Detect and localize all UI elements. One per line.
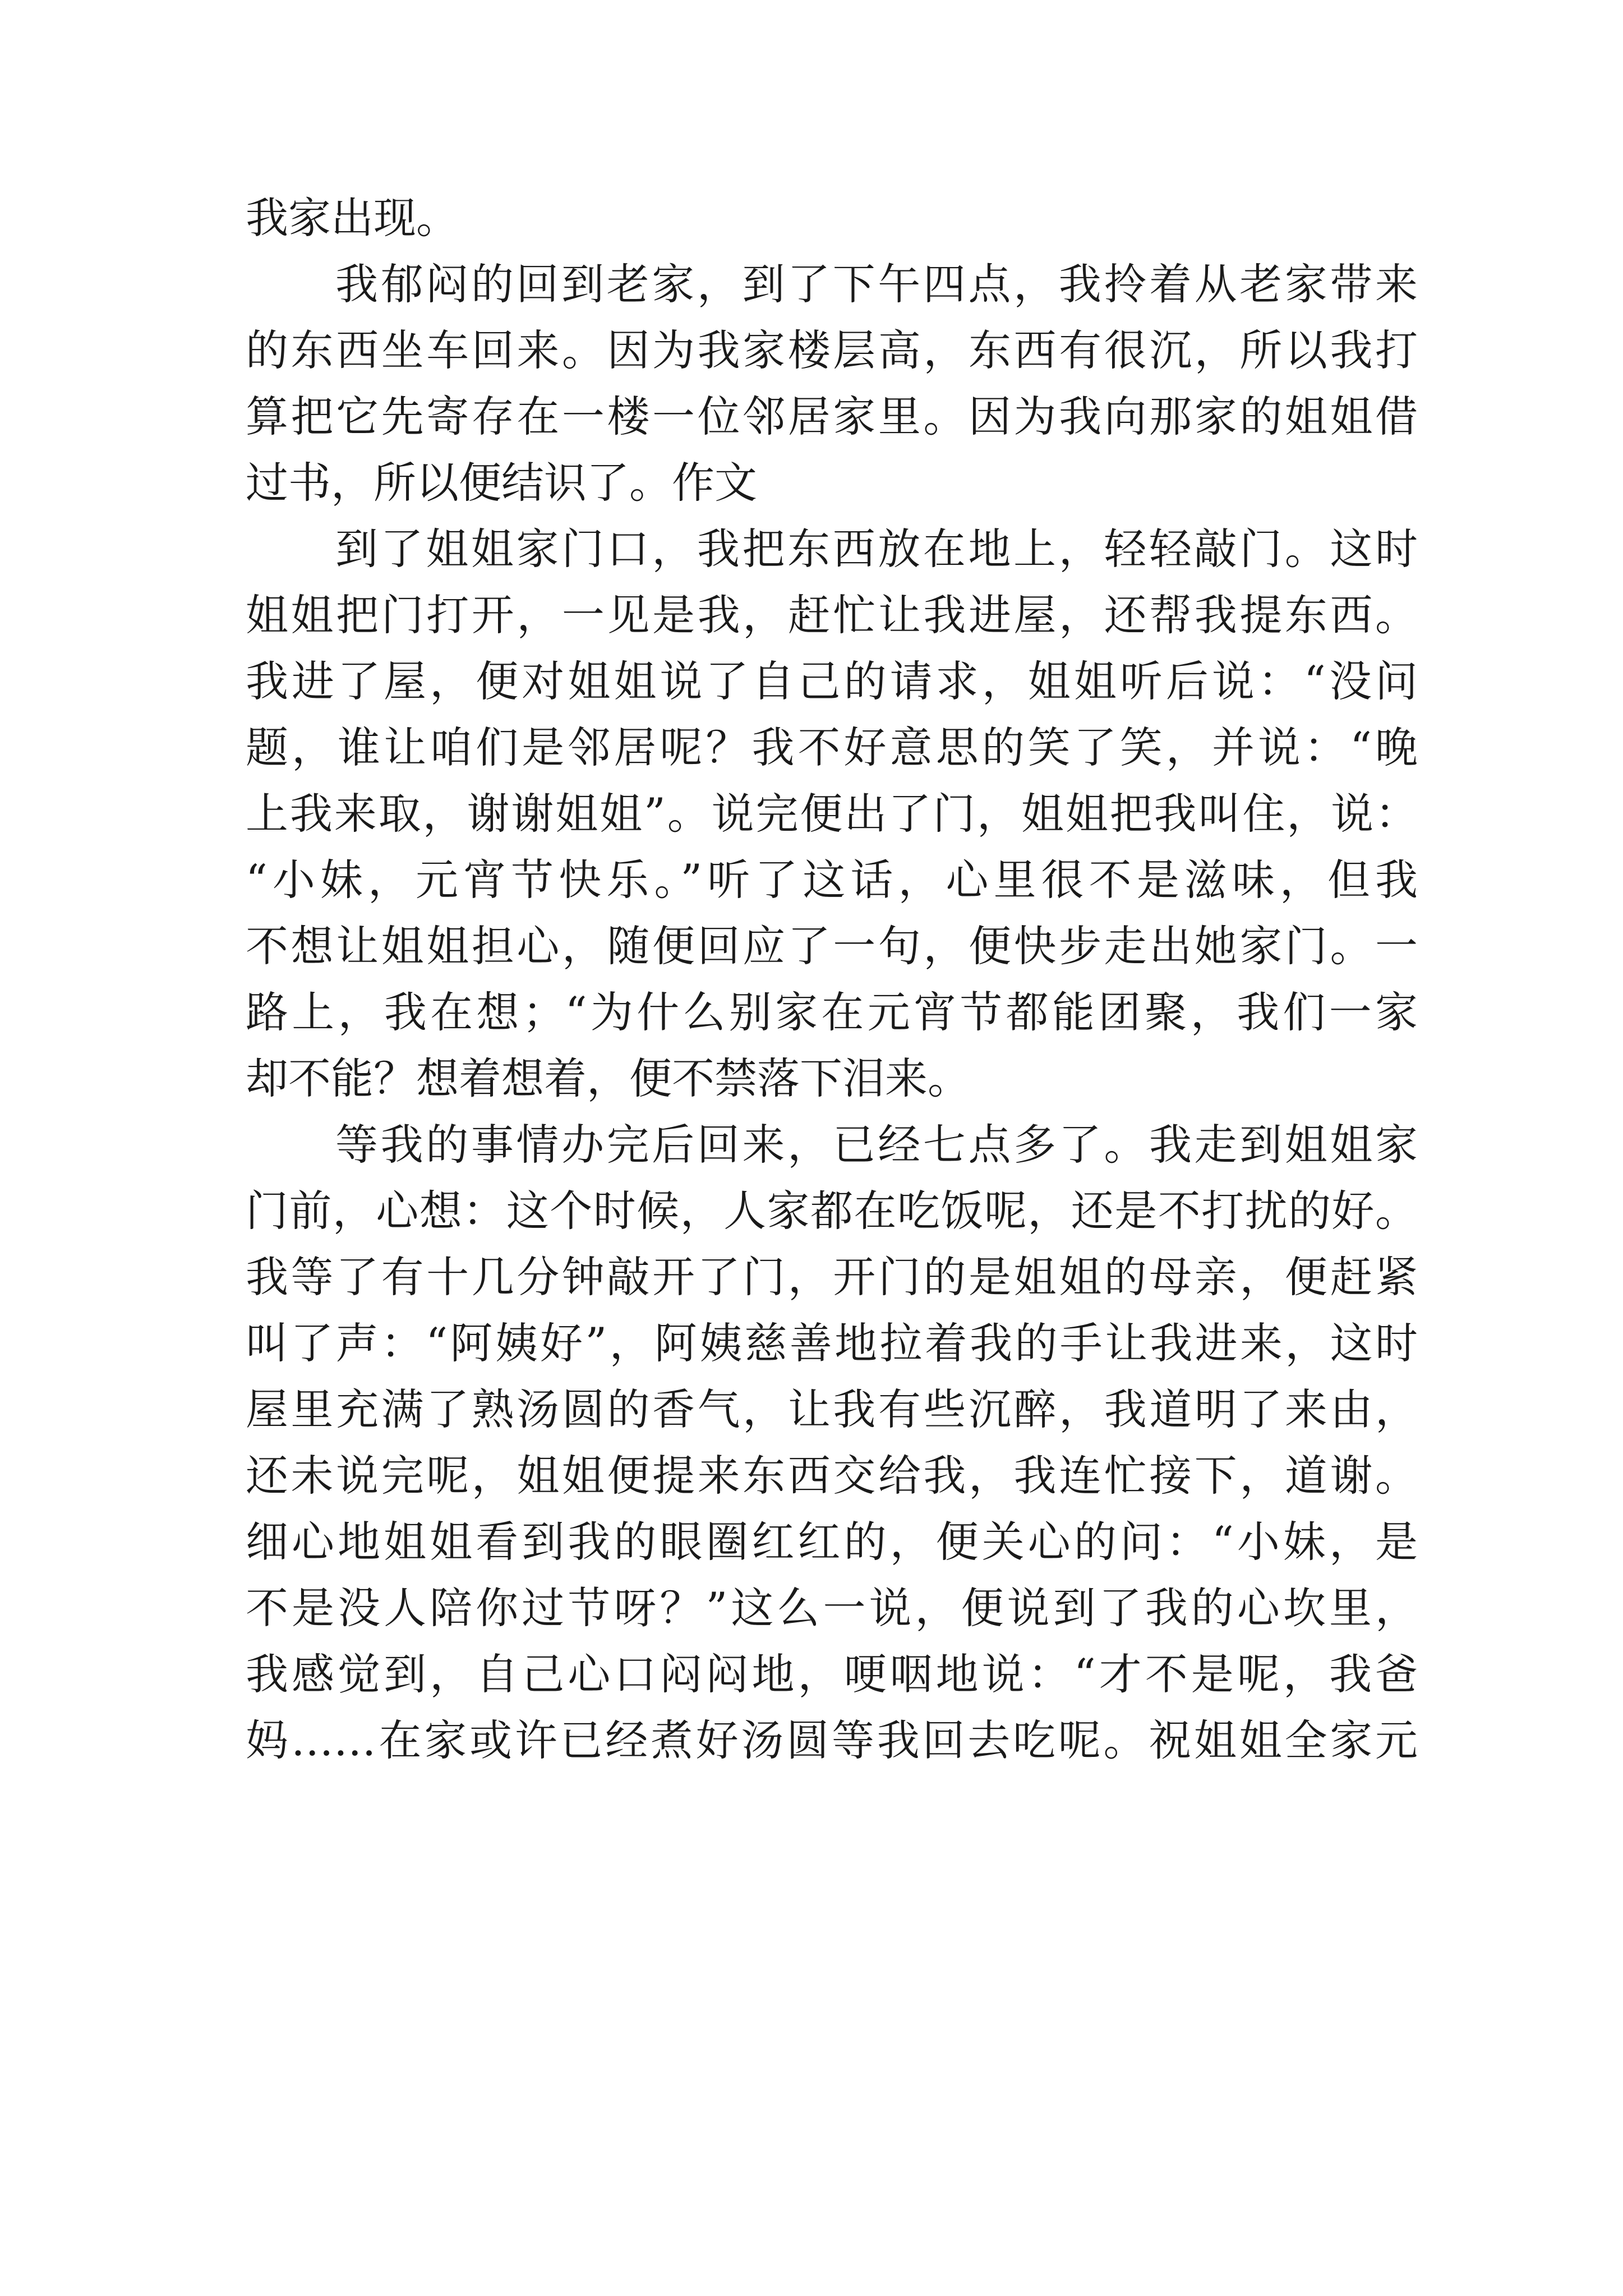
- text-line: 算把它先寄存在一楼一位邻居家里。因为我向那家的姐姐借: [246, 392, 1418, 441]
- text-line: 的东西坐车回来。因为我家楼层高，东西有很沉，所以我打: [246, 325, 1418, 375]
- text-line: 不是没人陪你过节呀？”这么一说，便说到了我的心坎里，: [246, 1583, 1418, 1633]
- text-line: 我进了屋，便对姐姐说了自己的请求，姐姐听后说：“没问: [246, 656, 1418, 706]
- paragraph-first-line: 我郁闷的回到老家，到了下午四点，我拎着从老家带来: [335, 259, 1418, 309]
- text-line: 门前，心想：这个时候，人家都在吃饭呢，还是不打扰的好。: [246, 1186, 1418, 1236]
- paragraph-first-line: 到了姐姐家门口，我把东西放在地上，轻轻敲门。这时: [335, 524, 1418, 574]
- text-line: 我家出现。: [246, 193, 459, 243]
- text-line: 还未说完呢，姐姐便提来东西交给我，我连忙接下，道谢。: [246, 1451, 1418, 1501]
- text-line: 题，谁让咱们是邻居呢？我不好意思的笑了笑，并说：“晚: [246, 723, 1418, 772]
- text-line: 不想让姐姐担心，随便回应了一句，便快步走出她家门。一: [246, 921, 1418, 971]
- text-line: “小妹，元宵节快乐。”听了这话，心里很不是滋味，但我: [246, 855, 1418, 905]
- text-line: 细心地姐姐看到我的眼圈红红的，便关心的问：“小妹，是: [246, 1517, 1418, 1567]
- paragraph-first-line: 等我的事情办完后回来，已经七点多了。我走到姐姐家: [335, 1120, 1418, 1170]
- text-line: 姐姐把门打开，一见是我，赶忙让我进屋，还帮我提东西。: [246, 590, 1418, 640]
- text-line: 我感觉到，自己心口闷闷地，哽咽地说：“才不是呢，我爸: [246, 1649, 1418, 1699]
- text-line: 过书，所以便结识了。作文: [246, 458, 757, 508]
- text-line: 屋里充满了熟汤圆的香气，让我有些沉醉，我道明了来由，: [246, 1384, 1418, 1434]
- text-line: 路上，我在想；“为什么别家在元宵节都能团聚，我们一家: [246, 987, 1418, 1037]
- text-line: 上我来取，谢谢姐姐”。说完便出了门，姐姐把我叫住，说：: [246, 789, 1418, 839]
- text-line: 妈……在家或许已经煮好汤圆等我回去吃呢。祝姐姐全家元: [246, 1715, 1418, 1765]
- text-line: 叫了声：“阿姨好”，阿姨慈善地拉着我的手让我进来，这时: [246, 1318, 1418, 1368]
- text-line: 我等了有十几分钟敲开了门，开门的是姐姐的母亲，便赶紧: [246, 1252, 1418, 1302]
- body-text: [246, 185, 1418, 1774]
- text-line: 却不能？想着想着，便不禁落下泪来。: [246, 1053, 970, 1103]
